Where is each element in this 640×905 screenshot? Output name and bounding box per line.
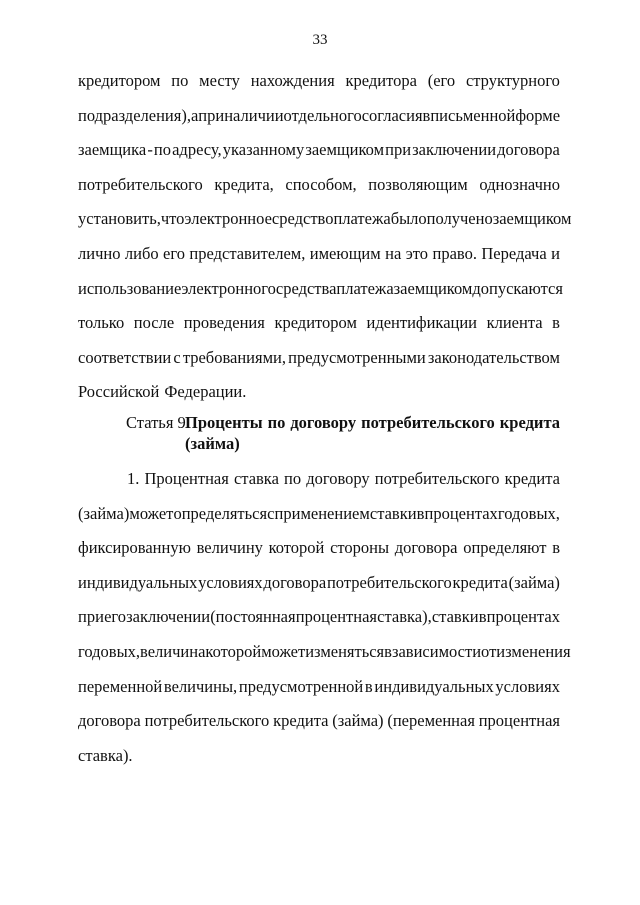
word: требованиями, — [182, 347, 286, 367]
text-line — [78, 306, 560, 341]
word: нахождения — [250, 71, 335, 90]
word: Федерации. — [164, 382, 247, 402]
word: (займа) — [508, 572, 560, 592]
word: использование — [78, 278, 182, 298]
text-line — [78, 64, 560, 99]
word: может — [261, 641, 306, 661]
word: в — [478, 607, 487, 627]
title-word: Проценты — [185, 413, 263, 432]
text-line — [78, 635, 571, 670]
text-line — [78, 739, 560, 774]
word: процентная — [295, 607, 378, 627]
word: письменной — [430, 105, 516, 125]
word: платежа — [333, 209, 391, 229]
text-line — [78, 237, 560, 272]
word: кредита, — [214, 174, 274, 194]
word: ставка). — [78, 745, 133, 765]
title-word: по — [267, 413, 286, 432]
word: которой — [268, 538, 325, 558]
word: на — [385, 243, 402, 263]
word: имеющим — [309, 243, 381, 263]
word: его — [104, 607, 126, 627]
word: электронного — [181, 278, 276, 298]
word: по — [153, 140, 172, 160]
text-line — [78, 670, 560, 705]
text-line — [78, 566, 560, 601]
word: зависимости — [391, 641, 482, 661]
title-word: потребительского — [361, 413, 495, 432]
word: заемщиком — [305, 140, 385, 160]
text-line — [78, 462, 560, 497]
word: величину — [196, 538, 263, 558]
word: кредитором — [274, 313, 357, 333]
word: величина — [140, 641, 206, 661]
word: по — [284, 469, 302, 488]
word: в — [384, 641, 392, 661]
text-line — [78, 168, 560, 203]
word: его — [163, 243, 185, 263]
word: (займа) — [78, 503, 130, 523]
word: годовых, — [78, 641, 141, 661]
word: которой — [205, 641, 262, 661]
word: в — [422, 105, 431, 125]
word: указанному — [222, 140, 305, 160]
word: электронное — [184, 209, 272, 229]
word: переменной — [78, 676, 163, 696]
word: допускаются — [472, 278, 563, 298]
word: договора — [263, 572, 327, 592]
text-line — [78, 99, 560, 134]
text-line — [78, 133, 560, 168]
word: при — [78, 607, 104, 627]
word: стороны — [330, 538, 390, 558]
article-title — [185, 412, 560, 454]
word: при — [385, 140, 412, 160]
text-line — [78, 497, 560, 532]
word: что — [160, 209, 185, 229]
text-line — [78, 341, 560, 376]
word: кредита — [452, 572, 508, 592]
word: применением — [274, 503, 370, 523]
word: а — [190, 105, 199, 125]
word: кредитором — [78, 71, 161, 90]
word: получено — [426, 209, 493, 229]
word: предусмотренной — [238, 676, 364, 696]
word: идентификации — [366, 313, 478, 333]
word: и — [551, 243, 560, 263]
text-line — [78, 704, 560, 739]
word: соответствии — [78, 347, 172, 367]
word: условиях — [495, 676, 560, 696]
word: заключении — [126, 607, 211, 627]
word: индивидуальных — [78, 572, 198, 592]
word: договору — [306, 469, 370, 488]
word: условиях — [198, 572, 263, 592]
page-number: 33 — [312, 32, 328, 48]
word: месту — [199, 71, 240, 90]
word: право. — [432, 243, 477, 263]
word: ставка — [233, 469, 279, 488]
word: законодательством — [427, 347, 560, 367]
word: лично — [78, 243, 121, 263]
word: договора — [78, 711, 141, 731]
text-line — [78, 375, 560, 410]
title-word: договору — [290, 413, 357, 432]
article-title-line-2: (займа) — [185, 434, 240, 453]
paragraph-2 — [78, 462, 571, 773]
word: форме — [515, 105, 561, 125]
word: изменяться — [305, 641, 385, 661]
word: заемщика — [78, 140, 147, 160]
word: ставки — [431, 607, 479, 627]
word: в — [416, 503, 425, 523]
article-label: Статья 9. — [126, 413, 190, 432]
word: предусмотренными — [288, 347, 426, 367]
word: может — [129, 503, 174, 523]
word: это — [405, 243, 429, 263]
word: процентная — [478, 711, 560, 731]
word: структурного — [465, 71, 560, 90]
word: ставка), — [377, 607, 432, 627]
word: процентах — [486, 607, 560, 627]
word: определяют — [463, 538, 547, 558]
word: заемщиком — [393, 278, 473, 298]
word: в — [364, 676, 373, 696]
article-title-line-1 — [185, 412, 560, 433]
word: согласия — [361, 105, 423, 125]
paragraph-1 — [78, 64, 572, 410]
word: 1. — [127, 469, 140, 488]
word: при — [198, 105, 225, 125]
word: позволяющим — [368, 174, 468, 194]
text-line — [78, 202, 572, 237]
word: потребительского — [144, 711, 270, 731]
word: подразделения), — [78, 105, 191, 125]
word: после — [133, 313, 175, 333]
word: было — [390, 209, 427, 229]
word: по — [171, 71, 189, 90]
text-line — [78, 531, 560, 566]
word: (займа) — [332, 711, 384, 731]
word: величины, — [163, 676, 238, 696]
word: Российской — [78, 382, 160, 402]
word: однозначно — [479, 174, 560, 194]
word: (его — [427, 71, 456, 90]
word: средство — [271, 209, 334, 229]
word: либо — [124, 243, 159, 263]
word: Процентная — [144, 469, 229, 488]
word: потребительского — [326, 572, 452, 592]
text-line — [78, 272, 563, 307]
word: договора — [497, 140, 560, 160]
word: отдельного — [283, 105, 362, 125]
word: заключении — [412, 140, 497, 160]
word: потребительского — [374, 469, 500, 488]
word: (постоянная — [210, 607, 296, 627]
word: проведения — [183, 313, 265, 333]
word: наличии — [224, 105, 284, 125]
word: (переменная — [387, 711, 475, 731]
word: - — [147, 140, 153, 160]
word: в — [552, 313, 560, 333]
word: с — [267, 503, 275, 523]
word: способом, — [285, 174, 357, 194]
word: процентах — [424, 503, 498, 523]
word: фиксированную — [78, 538, 191, 558]
word: потребительского — [78, 174, 203, 194]
word: Передача — [481, 243, 547, 263]
word: платежа — [336, 278, 394, 298]
word: годовых, — [497, 503, 560, 523]
word: заемщиком — [492, 209, 572, 229]
text-line — [78, 600, 560, 635]
word: кредита — [504, 469, 560, 488]
word: изменения — [496, 641, 571, 661]
word: адресу, — [172, 140, 222, 160]
word: клиента — [486, 313, 543, 333]
word: в — [552, 538, 560, 558]
word: кредита — [273, 711, 329, 731]
word: кредитора — [345, 71, 417, 90]
word: ставки — [369, 503, 417, 523]
word: только — [78, 313, 125, 333]
word: договора — [394, 538, 458, 558]
word: с — [173, 347, 181, 367]
word: определяться — [173, 503, 268, 523]
word: индивидуальных — [374, 676, 494, 696]
title-word: кредита — [499, 413, 560, 432]
word: средства — [275, 278, 337, 298]
word: представителем, — [189, 243, 306, 263]
word: от — [481, 641, 497, 661]
word: установить, — [78, 209, 161, 229]
